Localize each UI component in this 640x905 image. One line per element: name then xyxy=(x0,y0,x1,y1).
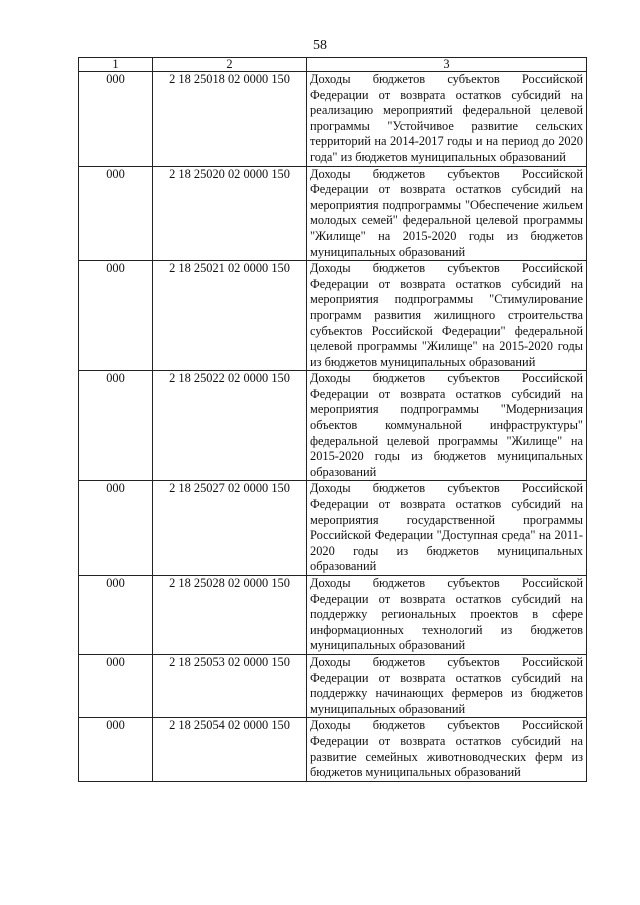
budget-revenue-table xyxy=(78,57,587,782)
table-row xyxy=(79,718,587,781)
description-cell: Доходы бюджетов субъектов Российской Федерации от возврата остатков субсидий на мероприятия государственной программы Российской Федерации "Доступная среда" на 2011-2020 годы из бюджетов муниципальных образований xyxy=(307,481,587,576)
kbk-code-cell: 2 18 25054 02 0000 150 xyxy=(153,718,307,781)
column-header-3: 3 xyxy=(307,58,587,72)
description-cell: Доходы бюджетов субъектов Российской Федерации от возврата остатков субсидий на поддержку региональных проектов в сфере информационных технологий из бюджетов муниципальных образований xyxy=(307,576,587,655)
description-cell: Доходы бюджетов субъектов Российской Федерации от возврата остатков субсидий на мероприятия подпрограммы "Модернизация объектов коммунальной инфраструктуры" федеральной целевой программы "Жилище" на 2015-2020 годы из бюджетов муниципальных образований xyxy=(307,371,587,481)
table-row xyxy=(79,166,587,261)
admin-code-cell: 000 xyxy=(79,166,153,261)
admin-code-cell: 000 xyxy=(79,481,153,576)
column-header-1: 1 xyxy=(79,58,153,72)
column-header-2: 2 xyxy=(153,58,307,72)
admin-code-cell: 000 xyxy=(79,654,153,717)
table-row xyxy=(79,72,587,167)
description-cell: Доходы бюджетов субъектов Российской Федерации от возврата остатков субсидий на реализацию мероприятий федеральной целевой программы "Устойчивое развитие сельских территорий на 2014-2017 годы и на период до 2020 года" из бюджетов муниципальных образований xyxy=(307,72,587,167)
admin-code-cell: 000 xyxy=(79,371,153,481)
kbk-code-cell: 2 18 25020 02 0000 150 xyxy=(153,166,307,261)
table-row xyxy=(79,481,587,576)
description-cell: Доходы бюджетов субъектов Российской Федерации от возврата остатков субсидий на развитие семейных животноводческих ферм из бюджетов муниципальных образований xyxy=(307,718,587,781)
kbk-code-cell: 2 18 25027 02 0000 150 xyxy=(153,481,307,576)
table-row xyxy=(79,371,587,481)
page-number: 58 xyxy=(313,38,327,53)
kbk-code-cell: 2 18 25018 02 0000 150 xyxy=(153,72,307,167)
admin-code-cell: 000 xyxy=(79,718,153,781)
table-row xyxy=(79,576,587,655)
kbk-code-cell: 2 18 25021 02 0000 150 xyxy=(153,261,307,371)
description-cell: Доходы бюджетов субъектов Российской Федерации от возврата остатков субсидий на мероприятия подпрограммы "Стимулирование программ развития жилищного строительства субъектов Российской Федерации" федеральной целевой программы "Жилище" на 2015-2020 годы из бюджетов муниципальных образований xyxy=(307,261,587,371)
description-cell: Доходы бюджетов субъектов Российской Федерации от возврата остатков субсидий на мероприятия подпрограммы "Обеспечение жильем молодых семей" федеральной целевой программы "Жилище" на 2015-2020 годы из бюджетов муниципальных образований xyxy=(307,166,587,261)
table-row xyxy=(79,654,587,717)
table-header-row xyxy=(79,58,587,72)
table-row xyxy=(79,261,587,371)
kbk-code-cell: 2 18 25053 02 0000 150 xyxy=(153,654,307,717)
admin-code-cell: 000 xyxy=(79,261,153,371)
admin-code-cell: 000 xyxy=(79,72,153,167)
kbk-code-cell: 2 18 25028 02 0000 150 xyxy=(153,576,307,655)
kbk-code-cell: 2 18 25022 02 0000 150 xyxy=(153,371,307,481)
admin-code-cell: 000 xyxy=(79,576,153,655)
description-cell: Доходы бюджетов субъектов Российской Федерации от возврата остатков субсидий на поддержку начинающих фермеров из бюджетов муниципальных образований xyxy=(307,654,587,717)
